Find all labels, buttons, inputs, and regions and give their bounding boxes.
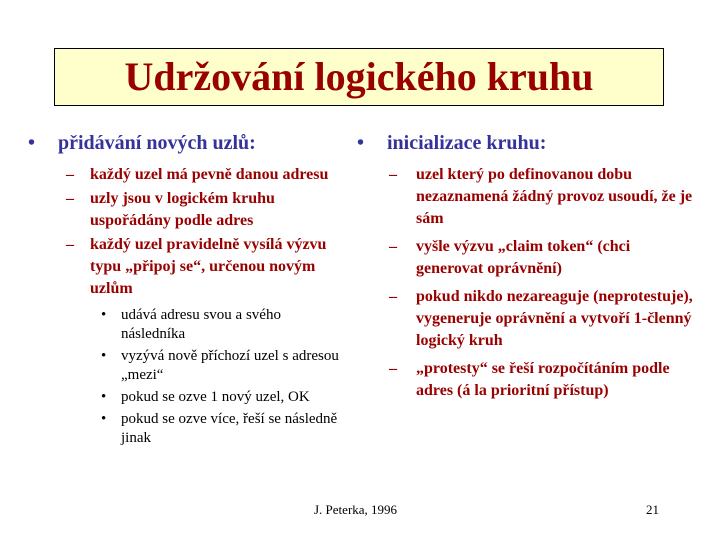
right-item [389,164,697,230]
bullet-icon: • [101,307,107,323]
right-item-text: „protesty“ se řeší rozpočítáním podle adres (á la prioritní přístup) [416,360,670,399]
dash-icon: – [389,166,397,183]
dash-icon: – [389,360,397,377]
bullet-icon: • [101,389,107,405]
left-subitem-text: pokud se ozve 1 nový uzel, OK [121,389,310,405]
right-heading-text: inicializace kruhu: [387,132,547,154]
left-column [28,130,343,451]
right-item-text: pokud nikdo nezareaguje (neprotestuje), vygeneruje oprávnění a vytvoří 1-členný logický kruh [416,288,693,349]
dash-icon: – [66,236,74,253]
bullet-icon: • [101,411,107,427]
left-item-text: každý uzel má pevně danou adresu [90,166,329,183]
bullet-icon: • [357,132,365,154]
left-subitem [101,410,343,448]
left-heading [28,130,343,156]
bullet-icon: • [101,348,107,364]
dash-icon: – [389,288,397,305]
left-item [66,234,343,300]
dash-icon: – [66,190,74,207]
dash-icon: – [389,238,397,255]
right-item [389,358,697,402]
left-item-text: uzly jsou v logickém kruhu uspořádány podle adres [90,190,275,229]
left-subitems [28,306,343,448]
left-subitem [101,347,343,385]
title-box [54,48,664,106]
left-item [66,188,343,232]
right-item-text: vyšle výzvu „claim token“ (chci generovat oprávnění) [416,238,631,277]
slide-title: Udržování logického kruhu [124,54,594,99]
left-subitem-text: vyzývá nově příchozí uzel s adresou „mezi“ [121,348,339,383]
bullet-icon: • [28,132,36,154]
page-number: 21 [646,502,659,517]
left-subitem-text: udává adresu svou a svého následníka [121,307,281,342]
left-subitem [101,306,343,344]
footer-author: J. Peterka, 1996 [314,502,398,517]
left-subitem-text: pokud se ozve více, řeší se následně jinak [121,411,338,446]
right-column [357,130,697,408]
left-subitem [101,388,343,407]
dash-icon: – [66,166,74,183]
right-item-text: uzel který po definovanou dobu nezaznamená žádný provoz usoudí, že je sám [416,166,693,227]
right-heading [357,130,697,156]
right-item [389,286,697,352]
left-item [66,164,343,186]
left-heading-text: přidávání nových uzlů: [58,132,256,154]
right-item [389,236,697,280]
left-item-text: každý uzel pravidelně vysílá výzvu typu „připoj se“, určenou novým uzlům [90,236,327,297]
